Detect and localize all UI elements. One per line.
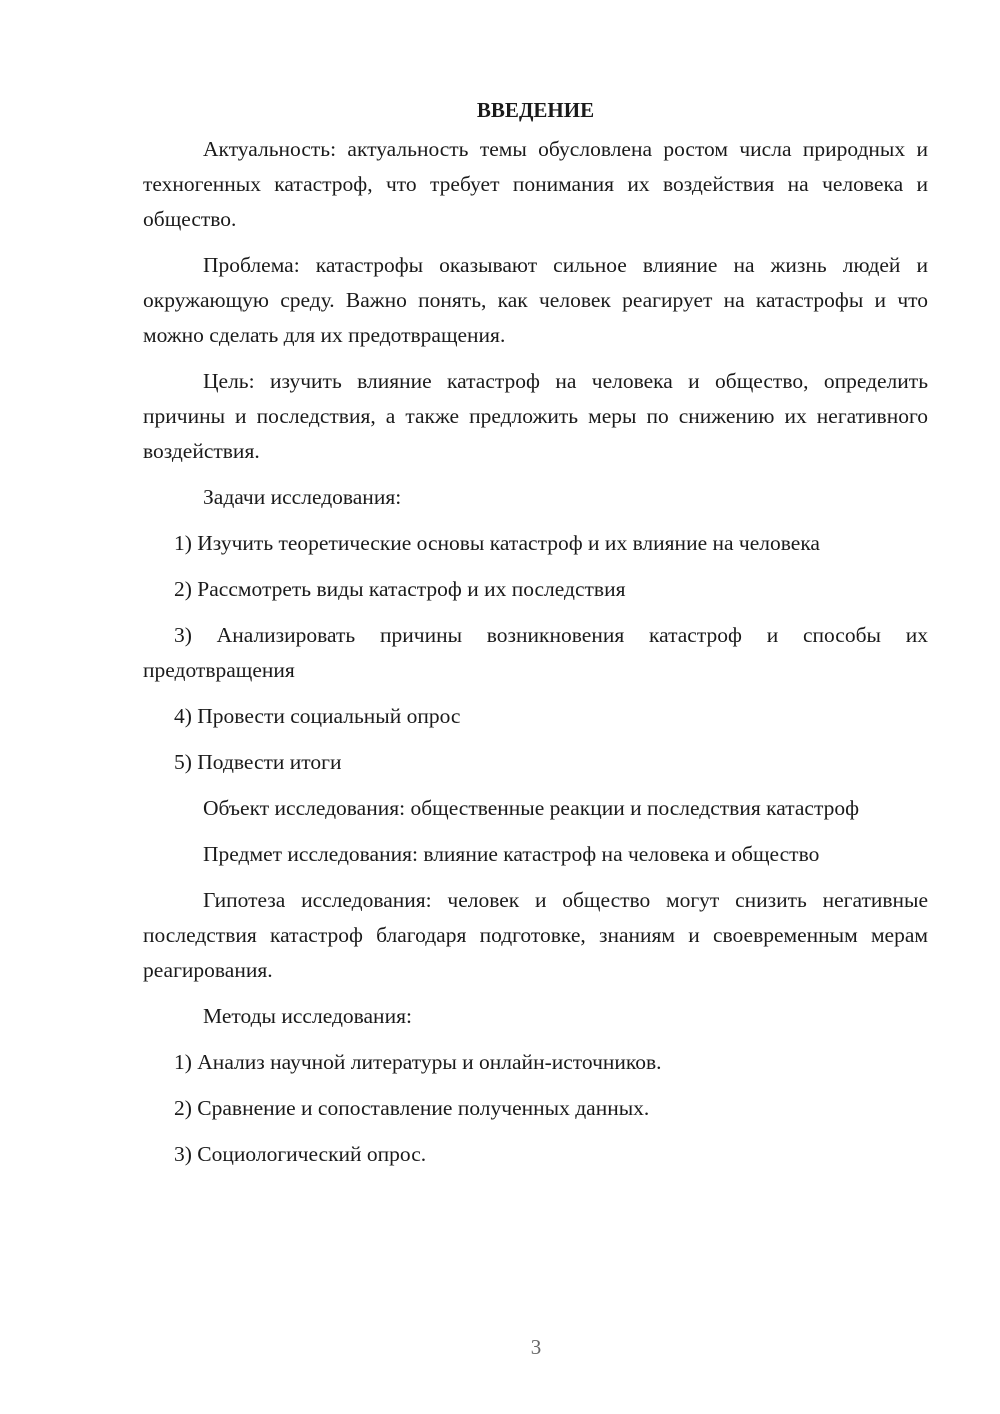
method-item-3: 3) Социологический опрос. (174, 1142, 427, 1166)
task-item-3: 3) Анализировать причины возникновения катастроф и способы их предотвращения (143, 623, 928, 682)
subject-paragraph: Предмет исследования: влияние катастроф на человека и общество (203, 842, 820, 866)
method-item-1: 1) Анализ научной литературы и онлайн-источников. (174, 1050, 662, 1074)
page-title: ВВЕДЕНИЕ (476, 98, 595, 122)
hypothesis-paragraph: Гипотеза исследования: человек и общество могут снизить негативные последствия катастроф благодаря подготовке, знаниям и своевременным мерам реагирования. (143, 888, 928, 982)
problem-paragraph: Проблема: катастрофы оказывают сильное влияние на жизнь людей и окружающую среду. Важно понять, как человек реагирует на катастрофы и что можно сделать для их предотвращения. (143, 253, 928, 347)
tasks-heading: Задачи исследования: (203, 485, 402, 509)
relevance-paragraph: Актуальность: актуальность темы обусловлена ростом числа природных и техногенных катастроф, что требует понимания их воздействия на человека и общество. (143, 137, 928, 231)
page-number: 3 (530, 1335, 542, 1359)
task-item-1: 1) Изучить теоретические основы катастроф и их влияние на человека (174, 531, 820, 555)
task-item-4: 4) Провести социальный опрос (174, 704, 461, 728)
methods-heading: Методы исследования: (203, 1004, 412, 1028)
goal-paragraph: Цель: изучить влияние катастроф на человека и общество, определить причины и последствия, а также предложить меры по снижению их негативного воздействия. (143, 369, 928, 463)
task-item-2: 2) Рассмотреть виды катастроф и их последствия (174, 577, 626, 601)
task-item-5: 5) Подвести итоги (174, 750, 342, 774)
document-page (143, 88, 928, 1183)
method-item-2: 2) Сравнение и сопоставление полученных данных. (174, 1096, 650, 1120)
object-paragraph: Объект исследования: общественные реакции и последствия катастроф (203, 796, 860, 820)
